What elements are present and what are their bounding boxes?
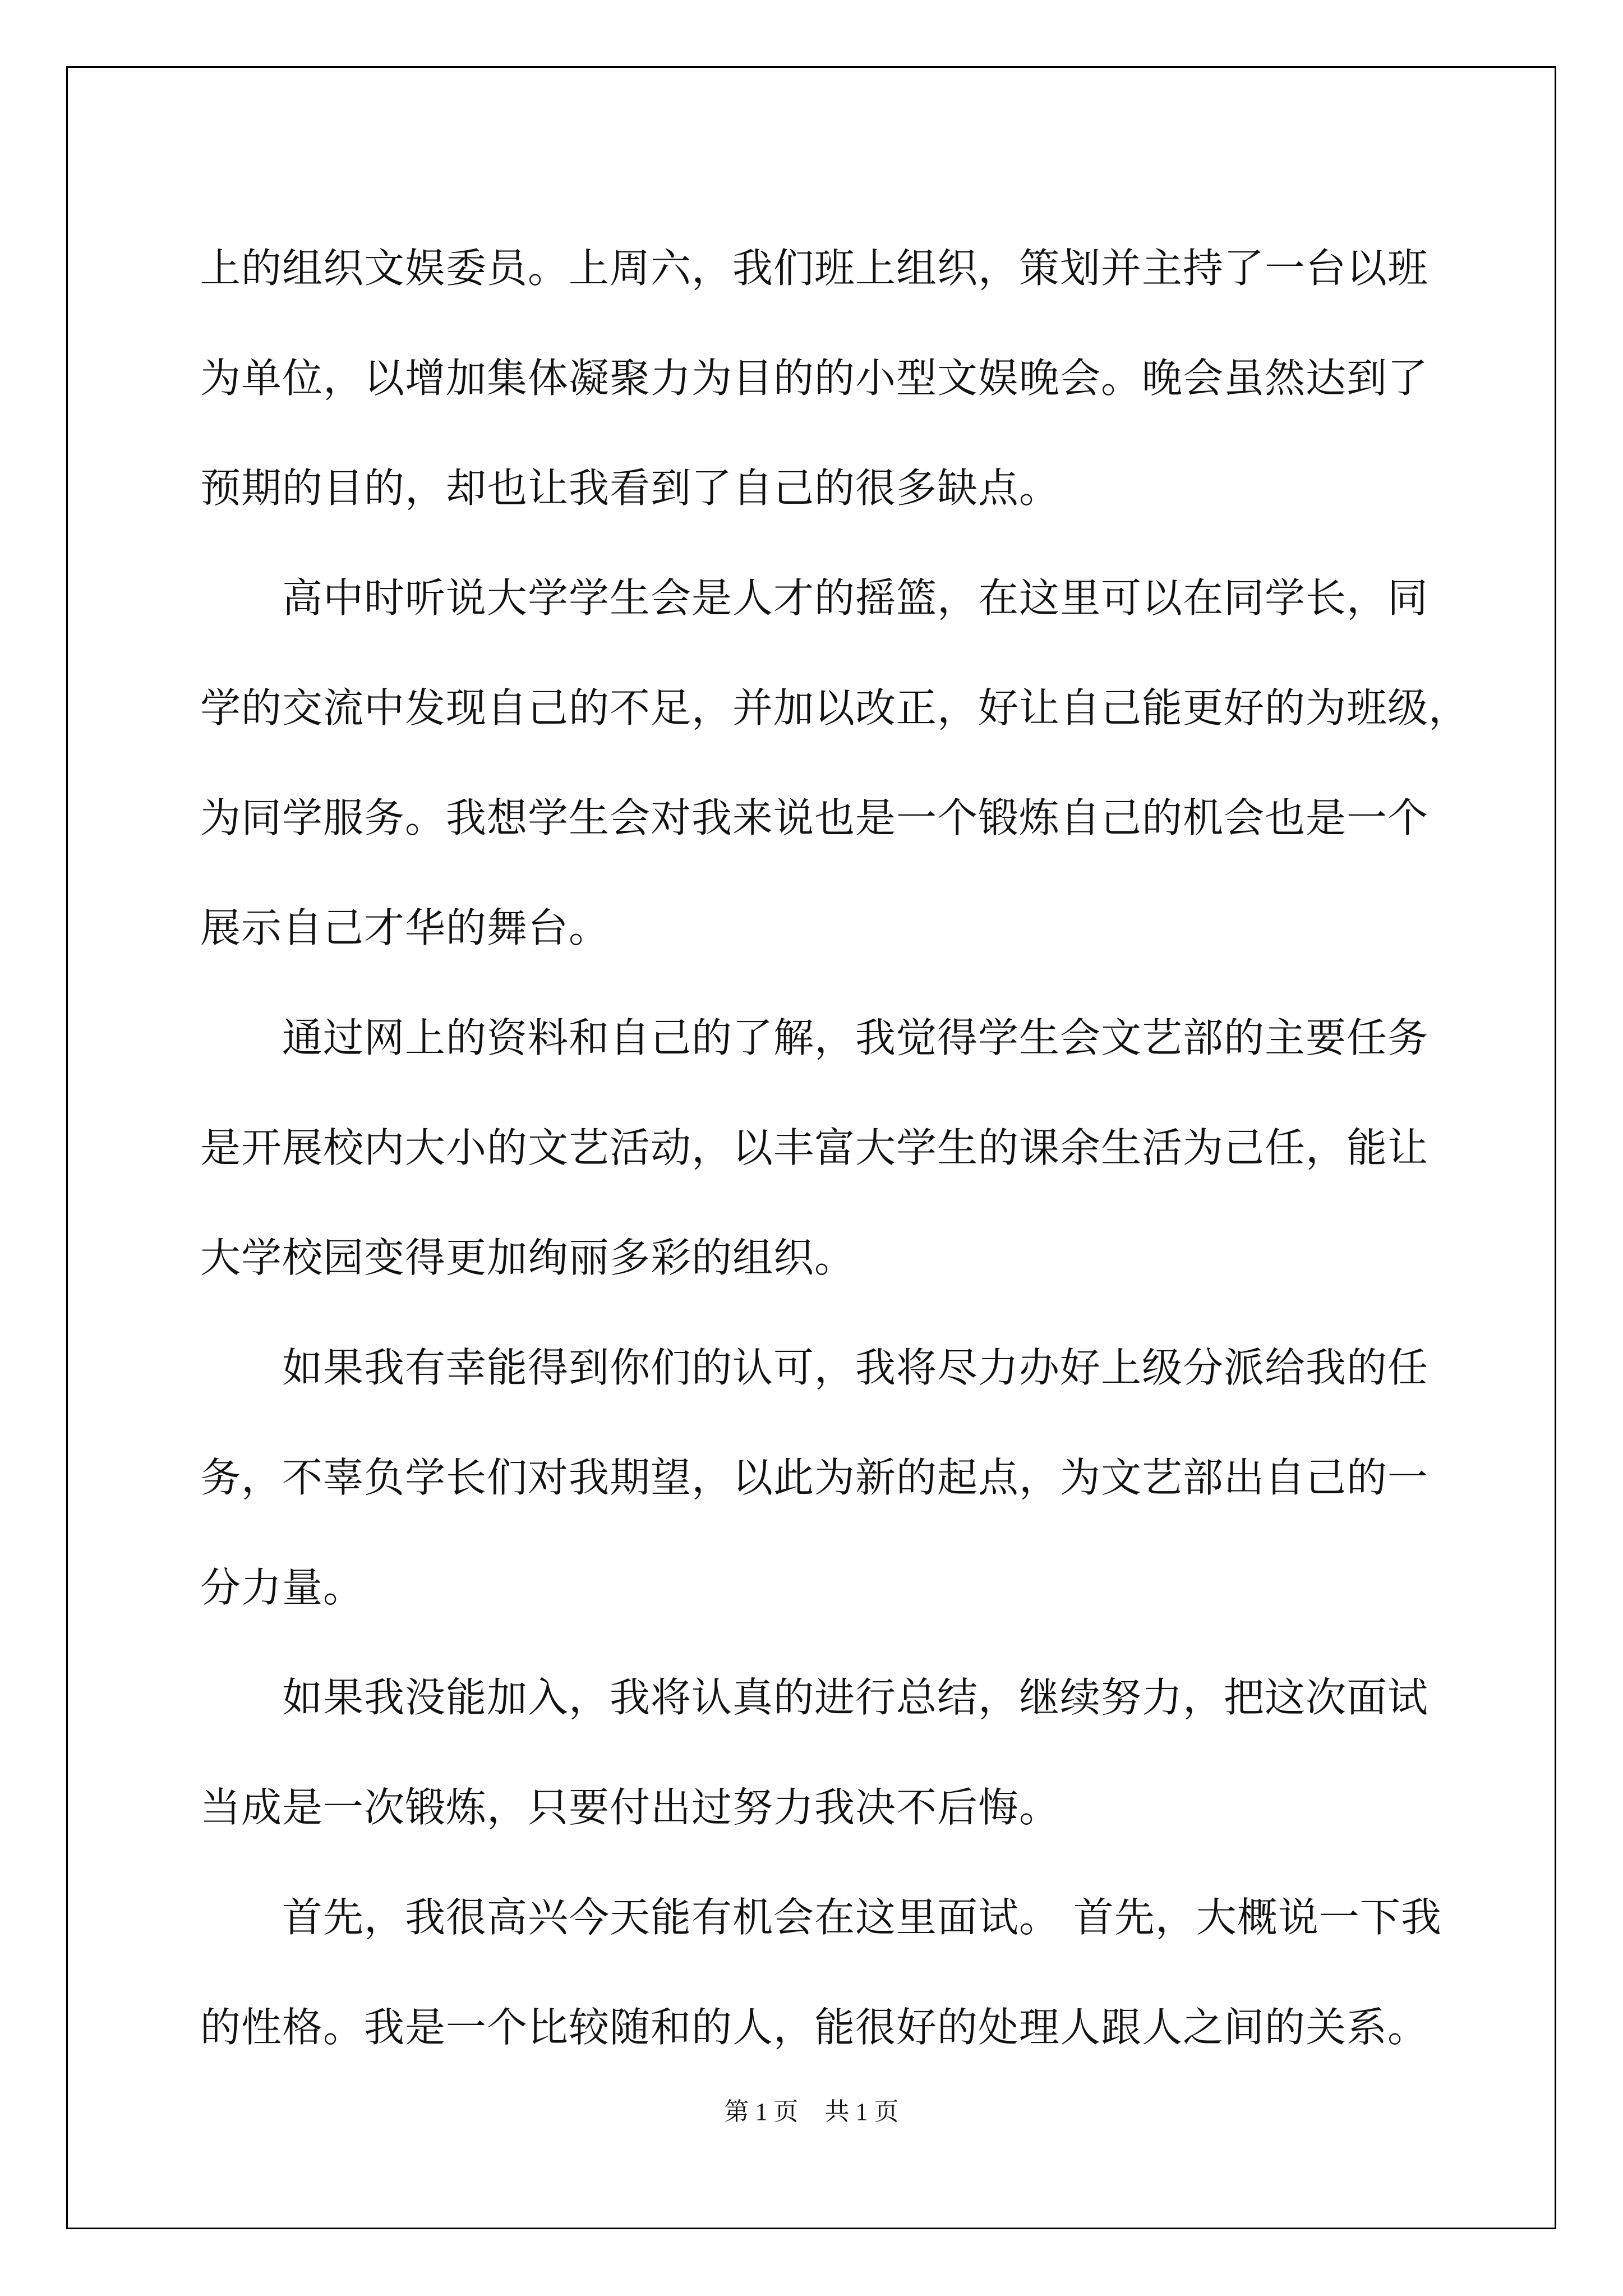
page-footer [0, 2095, 1623, 2129]
text-line: 首先，我很高兴今天能有机会在这里面试。 首先，大概说一下我 [282, 1894, 1442, 1941]
text-line: 的性格。我是一个比较随和的人，能很好的处理人跟人之间的关系。 [200, 2004, 1429, 2051]
text-line: 当成是一次锻炼，只要付出过努力我决不后悔。 [200, 1784, 1061, 1831]
text-line: 大学校园变得更加绚丽多彩的组织。 [200, 1234, 856, 1281]
text-line: 如果我有幸能得到你们的认可，我将尽力办好上级分派给我的任 [282, 1344, 1429, 1391]
document-body [200, 213, 1470, 2082]
text-line: 预期的目的，却也让我看到了自己的很多缺点。 [200, 464, 1061, 512]
paragraph-1 [200, 213, 1440, 543]
paragraph-3 [200, 983, 1440, 1313]
text-line: 为单位，以增加集体凝聚力为目的的小型文娱晚会。晚会虽然达到了 [200, 355, 1429, 402]
paragraph-5 [200, 1642, 1440, 1862]
text-line: 为同学服务。我想学生会对我来说也是一个锻炼自己的机会也是一个 [200, 794, 1429, 841]
text-line: 展示自己才华的舞台。 [200, 904, 610, 951]
paragraph-2 [200, 543, 1470, 983]
text-line: 学的交流中发现自己的不足，并加以改正，好让自己能更好的为班级， [200, 684, 1470, 731]
page-number: 第 1 页 [724, 2098, 799, 2125]
text-line: 通过网上的资料和自己的了解，我觉得学生会文艺部的主要任务 [282, 1014, 1429, 1061]
text-line: 务，不辜负学长们对我期望，以此为新的起点，为文艺部出自己的一 [200, 1454, 1429, 1501]
text-line: 如果我没能加入，我将认真的进行总结，继续努力，把这次面试 [282, 1674, 1429, 1721]
page-total: 共 1 页 [824, 2098, 899, 2125]
paragraph-6 [200, 1862, 1440, 2082]
text-line: 上的组织文娱委员。上周六，我们班上组织，策划并主持了一台以班 [200, 245, 1429, 292]
text-line: 高中时听说大学学生会是人才的摇篮，在这里可以在同学长，同 [282, 574, 1429, 622]
text-line: 分力量。 [200, 1564, 365, 1611]
paragraph-4 [200, 1313, 1440, 1642]
text-line: 是开展校内大小的文艺活动，以丰富大学生的课余生活为己任，能让 [200, 1124, 1429, 1171]
